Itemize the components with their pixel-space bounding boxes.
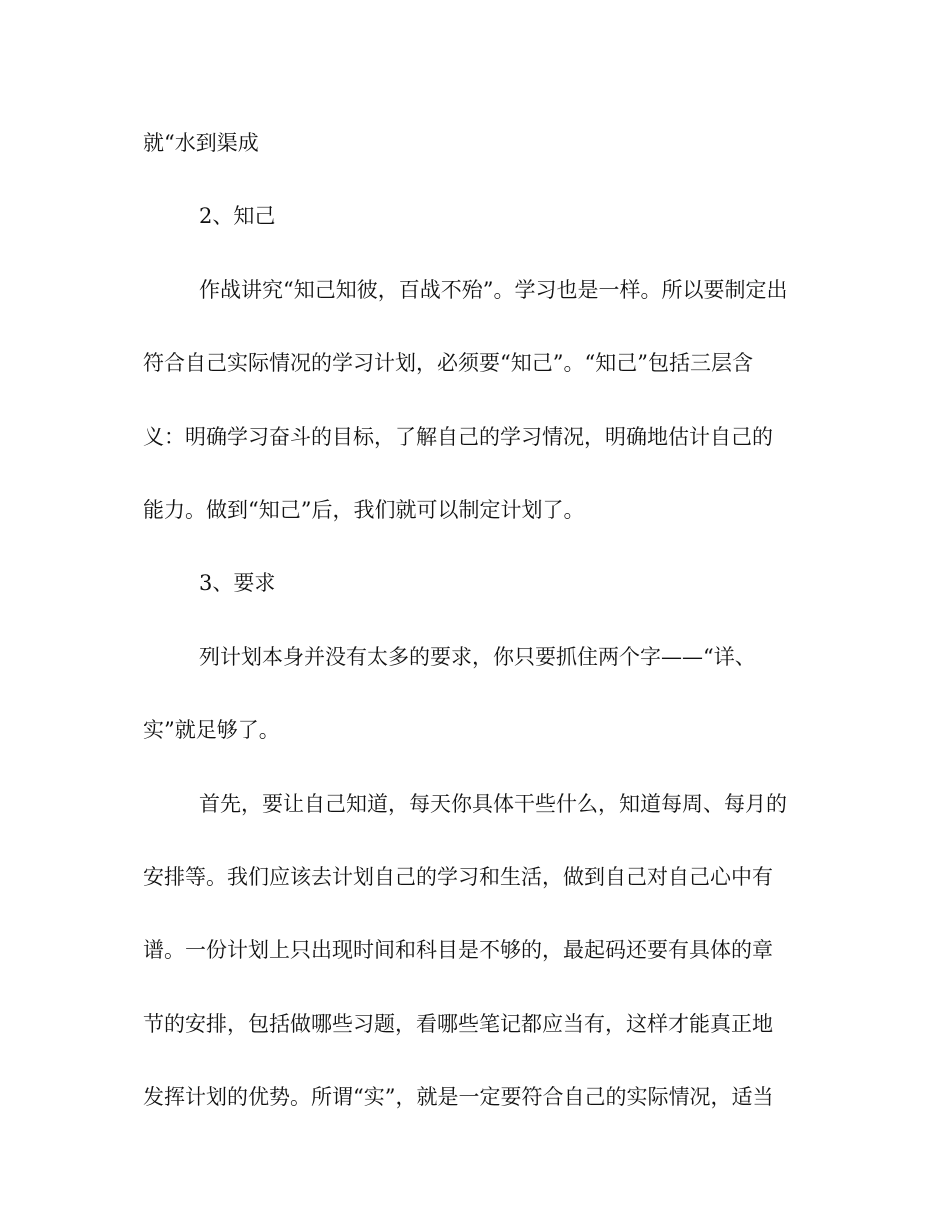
section-heading-zhiji: 2、知己 — [199, 204, 276, 228]
text-line-6: 能力。做到“知己”后，我们就可以制定计划了。 — [143, 498, 585, 522]
text-line-12: 谱。一份计划上只出现时间和科目是不够的，最起码还要有具体的章 — [143, 938, 773, 962]
text-line-1: 就“水到渠成 — [143, 131, 259, 155]
text-line-9: 实”就足够了。 — [143, 718, 280, 742]
text-line-5: 义：明确学习奋斗的目标，了解自己的学习情况，明确地估计自己的 — [143, 425, 773, 449]
text-line-4: 符合自己实际情况的学习计划，必须要“知己”。“知己”包括三层含 — [143, 351, 753, 375]
text-line-11: 安排等。我们应该去计划自己的学习和生活，做到自己对自己心中有 — [143, 865, 773, 889]
text-line-3: 作战讲究“知己知彼，百战不殆”。学习也是一样。所以要制定出 — [199, 278, 788, 302]
text-line-10: 首先，要让自己知道，每天你具体干些什么，知道每周、每月的 — [199, 792, 787, 816]
text-line-14: 发挥计划的优势。所谓“实”，就是一定要符合自己的实际情况，适当 — [143, 1085, 774, 1109]
section-heading-yaoqiu: 3、要求 — [199, 571, 276, 595]
text-line-8: 列计划本身并没有太多的要求，你只要抓住两个字——“详、 — [199, 645, 756, 669]
text-line-13: 节的安排，包括做哪些习题，看哪些笔记都应当有，这样才能真正地 — [143, 1012, 773, 1036]
